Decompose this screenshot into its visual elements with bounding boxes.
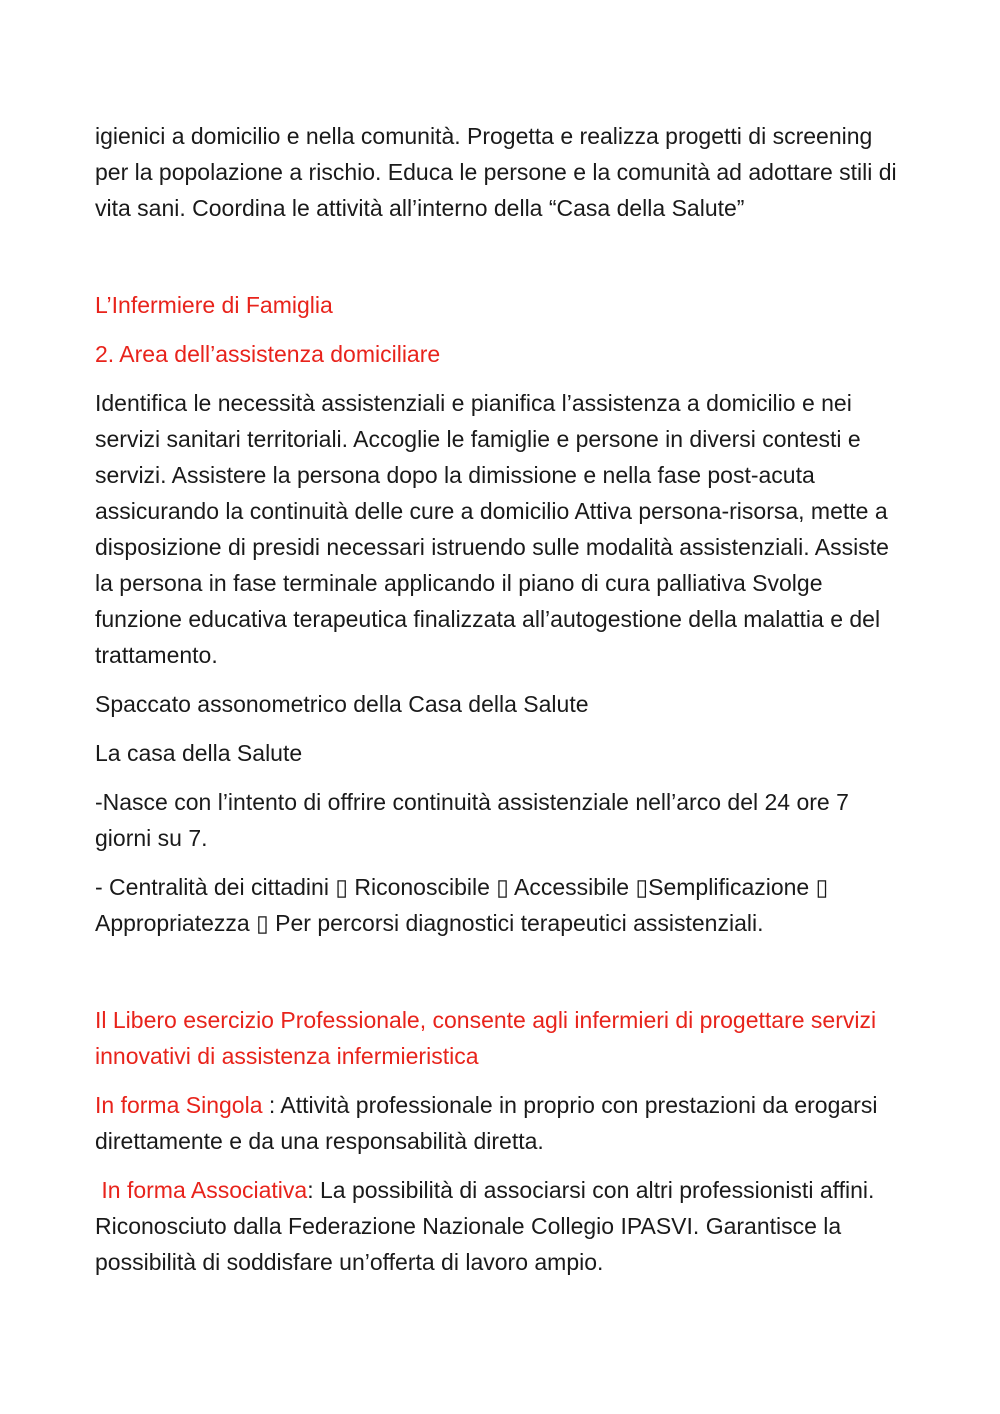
- spacer: [95, 239, 910, 287]
- forma-singola-label: In forma Singola: [95, 1092, 263, 1118]
- forma-singola-text: : Attività professionale in proprio con prestazioni da erogarsi direttamente e da una responsabilità diretta.: [95, 1092, 878, 1154]
- forma-associativa-paragraph: [95, 1172, 910, 1280]
- section-heading-libero: Il Libero esercizio Professionale, consente agli infermieri di progettare servizi innovativi di assistenza infermieristica: [95, 1007, 877, 1069]
- forma-singola-paragraph: [95, 1087, 910, 1159]
- intro-paragraph: igienici a domicilio e nella comunità. Progetta e realizza progetti di screening per la popolazione a rischio. Educa le persone e la comunità ad adottare stili di vita sani. Coordina le attività all’interno della “Casa della Salute”: [95, 123, 897, 221]
- section-subheading-assistenza: 2. Area dell’assistenza domiciliare: [95, 341, 441, 367]
- casa-title-line: La casa della Salute: [95, 740, 303, 766]
- casa-spaccato-line: Spaccato assonometrico della Casa della Salute: [95, 691, 589, 717]
- forma-associativa-label: In forma Associativa: [95, 1177, 308, 1203]
- assistenza-paragraph: Identifica le necessità assistenziali e pianifica l’assistenza a domicilio e nei servizi sanitari territoriali. Accoglie le famiglie e persone in diversi contesti e servizi. Assistere la persona dopo la dimissione e nella fase post-acuta assicurando la continuità delle cure a domicilio Attiva persona-risorsa, mette a disposizione di presidi necessari istruendo sulle modalità assistenziali. Assiste la persona in fase terminale applicando il piano di cura palliativa Svolge funzione educativa terapeutica finalizzata all’autogestione della malattia e del trattamento.: [95, 390, 889, 668]
- spacer: [95, 954, 910, 1002]
- casa-bullet-nasce: -Nasce con l’intento di offrire continuità assistenziale nell’arco del 24 ore 7 giorni su 7.: [95, 789, 849, 851]
- section-heading-famiglia: L’Infermiere di Famiglia: [95, 292, 333, 318]
- casa-bullet-centralita: - Centralità dei cittadini ▯ Riconoscibile ▯ Accessibile ▯Semplificazione ▯ Appropriatezza ▯ Per percorsi diagnostici terapeutici assistenziali.: [95, 874, 829, 936]
- forma-associativa-text: : La possibilità di associarsi con altri professionisti affini. Riconosciuto dalla Federazione Nazionale Collegio IPASVI. Garantisce la possibilità di soddisfare un’offerta di lavoro ampio.: [95, 1177, 875, 1275]
- document-body: [95, 118, 910, 1293]
